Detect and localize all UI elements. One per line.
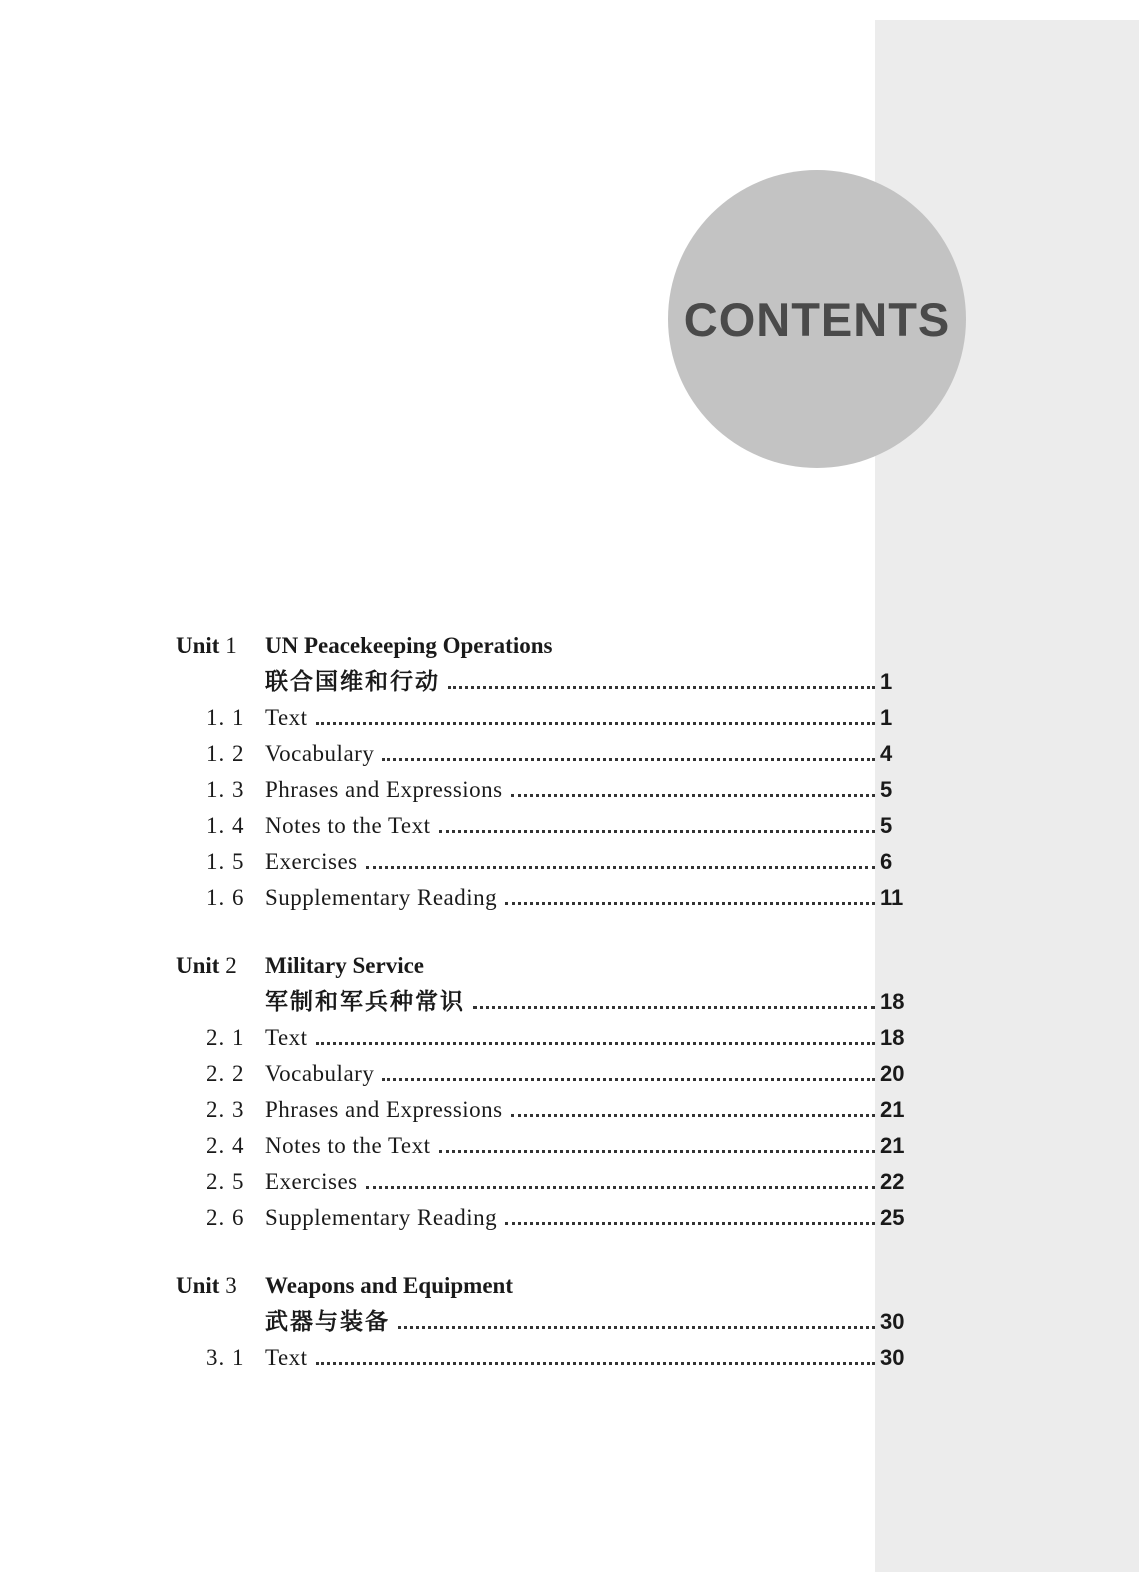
section-number: 3. 1 (206, 1345, 245, 1370)
dot-leader (505, 898, 875, 905)
page-number: 18 (880, 989, 905, 1014)
dot-leader (448, 682, 875, 689)
section-text (265, 1092, 875, 1128)
section-number: 2. 5 (206, 1169, 245, 1194)
dot-leader (511, 790, 875, 797)
unit-number: 1 (219, 633, 237, 658)
section-text (265, 1164, 875, 1200)
unit-label (176, 1268, 256, 1304)
page-number: 1 (880, 705, 893, 730)
page-number: 5 (880, 777, 893, 802)
section-number: 2. 6 (206, 1205, 245, 1230)
toc-entry[interactable] (0, 1340, 1139, 1376)
dot-leader (382, 1074, 875, 1081)
dot-leader (316, 1038, 875, 1045)
section-title: Text (265, 1025, 308, 1050)
page-number: 21 (880, 1097, 905, 1122)
page-number: 18 (880, 1025, 905, 1050)
page-number: 25 (880, 1205, 905, 1230)
page-number: 4 (880, 741, 893, 766)
section-title: Exercises (265, 1169, 358, 1194)
unit-subtitle-row[interactable] (0, 1304, 1139, 1340)
section-text (265, 1020, 875, 1056)
unit-word: Unit (176, 1273, 220, 1298)
toc-entry[interactable] (0, 772, 1139, 808)
page-number: 1 (880, 669, 893, 694)
toc-entry[interactable] (0, 1020, 1139, 1056)
section-number: 1. 2 (206, 741, 245, 766)
section-title: Text (265, 1345, 308, 1370)
unit-heading (0, 1268, 1139, 1304)
section-text (265, 1128, 875, 1164)
page-number: 22 (880, 1169, 905, 1194)
section-text (265, 736, 875, 772)
unit-label (176, 948, 256, 984)
section-text (265, 880, 875, 916)
toc-entry[interactable] (0, 844, 1139, 880)
section-number: 1. 3 (206, 777, 245, 802)
toc-entry[interactable] (0, 880, 1139, 916)
section-title: Notes to the Text (265, 1133, 431, 1158)
page-number: 20 (880, 1061, 905, 1086)
dot-leader (316, 718, 875, 725)
section-text (265, 772, 875, 808)
page-number: 21 (880, 1133, 905, 1158)
section-title: Supplementary Reading (265, 885, 498, 910)
page-number: 5 (880, 813, 893, 838)
page-number: 6 (880, 849, 893, 874)
dot-leader (505, 1218, 875, 1225)
unit-subtitle-text (265, 664, 875, 700)
unit-label (176, 628, 256, 664)
page-title: CONTENTS (683, 293, 951, 346)
section-number: 1. 6 (206, 885, 245, 910)
toc-entry[interactable] (0, 700, 1139, 736)
unit-title[interactable]: Weapons and Equipment (265, 1273, 513, 1298)
unit-subtitle-row[interactable] (0, 984, 1139, 1020)
unit-number: 2 (219, 953, 237, 978)
unit-subtitle-text (265, 984, 875, 1020)
section-number: 2. 4 (206, 1133, 245, 1158)
section-number: 2. 3 (206, 1097, 245, 1122)
unit-title[interactable]: Military Service (265, 953, 425, 978)
page-number: 30 (880, 1309, 905, 1334)
dot-leader (511, 1110, 875, 1117)
section-title: Phrases and Expressions (265, 1097, 503, 1122)
toc-entry[interactable] (0, 1128, 1139, 1164)
section-number: 1. 1 (206, 705, 245, 730)
page-number: 30 (880, 1345, 905, 1370)
section-title: Phrases and Expressions (265, 777, 503, 802)
section-text (265, 808, 875, 844)
section-text (265, 1340, 875, 1376)
section-title: Vocabulary (265, 1061, 375, 1086)
section-title: Vocabulary (265, 741, 375, 766)
unit-subtitle: 联合国维和行动 (265, 669, 440, 695)
page-number: 11 (880, 885, 904, 910)
toc-entry[interactable] (0, 1200, 1139, 1236)
dot-leader (439, 1146, 875, 1153)
unit-word: Unit (176, 633, 220, 658)
section-title: Notes to the Text (265, 813, 431, 838)
section-number: 1. 5 (206, 849, 245, 874)
section-number: 2. 1 (206, 1025, 245, 1050)
dot-leader (316, 1358, 875, 1365)
section-text (265, 844, 875, 880)
toc-entry[interactable] (0, 1092, 1139, 1128)
unit-subtitle-row[interactable] (0, 664, 1139, 700)
section-title: Supplementary Reading (265, 1205, 498, 1230)
section-number: 1. 4 (206, 813, 245, 838)
unit-heading (0, 948, 1139, 984)
unit-title[interactable]: UN Peacekeeping Operations (265, 633, 553, 658)
section-text (265, 1200, 875, 1236)
unit-heading (0, 628, 1139, 664)
section-text (265, 700, 875, 736)
section-title: Text (265, 705, 308, 730)
unit-subtitle-text (265, 1304, 875, 1340)
dot-leader (366, 862, 875, 869)
section-text (265, 1056, 875, 1092)
toc-entry[interactable] (0, 808, 1139, 844)
unit-word: Unit (176, 953, 220, 978)
section-number: 2. 2 (206, 1061, 245, 1086)
unit-subtitle: 军制和军兵种常识 (265, 989, 465, 1015)
toc-entry[interactable] (0, 1056, 1139, 1092)
unit-number: 3 (219, 1273, 237, 1298)
toc-entry[interactable] (0, 736, 1139, 772)
dot-leader (398, 1322, 875, 1329)
toc-entry[interactable] (0, 1164, 1139, 1200)
dot-leader (366, 1182, 875, 1189)
dot-leader (439, 826, 875, 833)
section-title: Exercises (265, 849, 358, 874)
unit-subtitle: 武器与装备 (265, 1309, 390, 1335)
dot-leader (382, 754, 875, 761)
dot-leader (473, 1002, 875, 1009)
